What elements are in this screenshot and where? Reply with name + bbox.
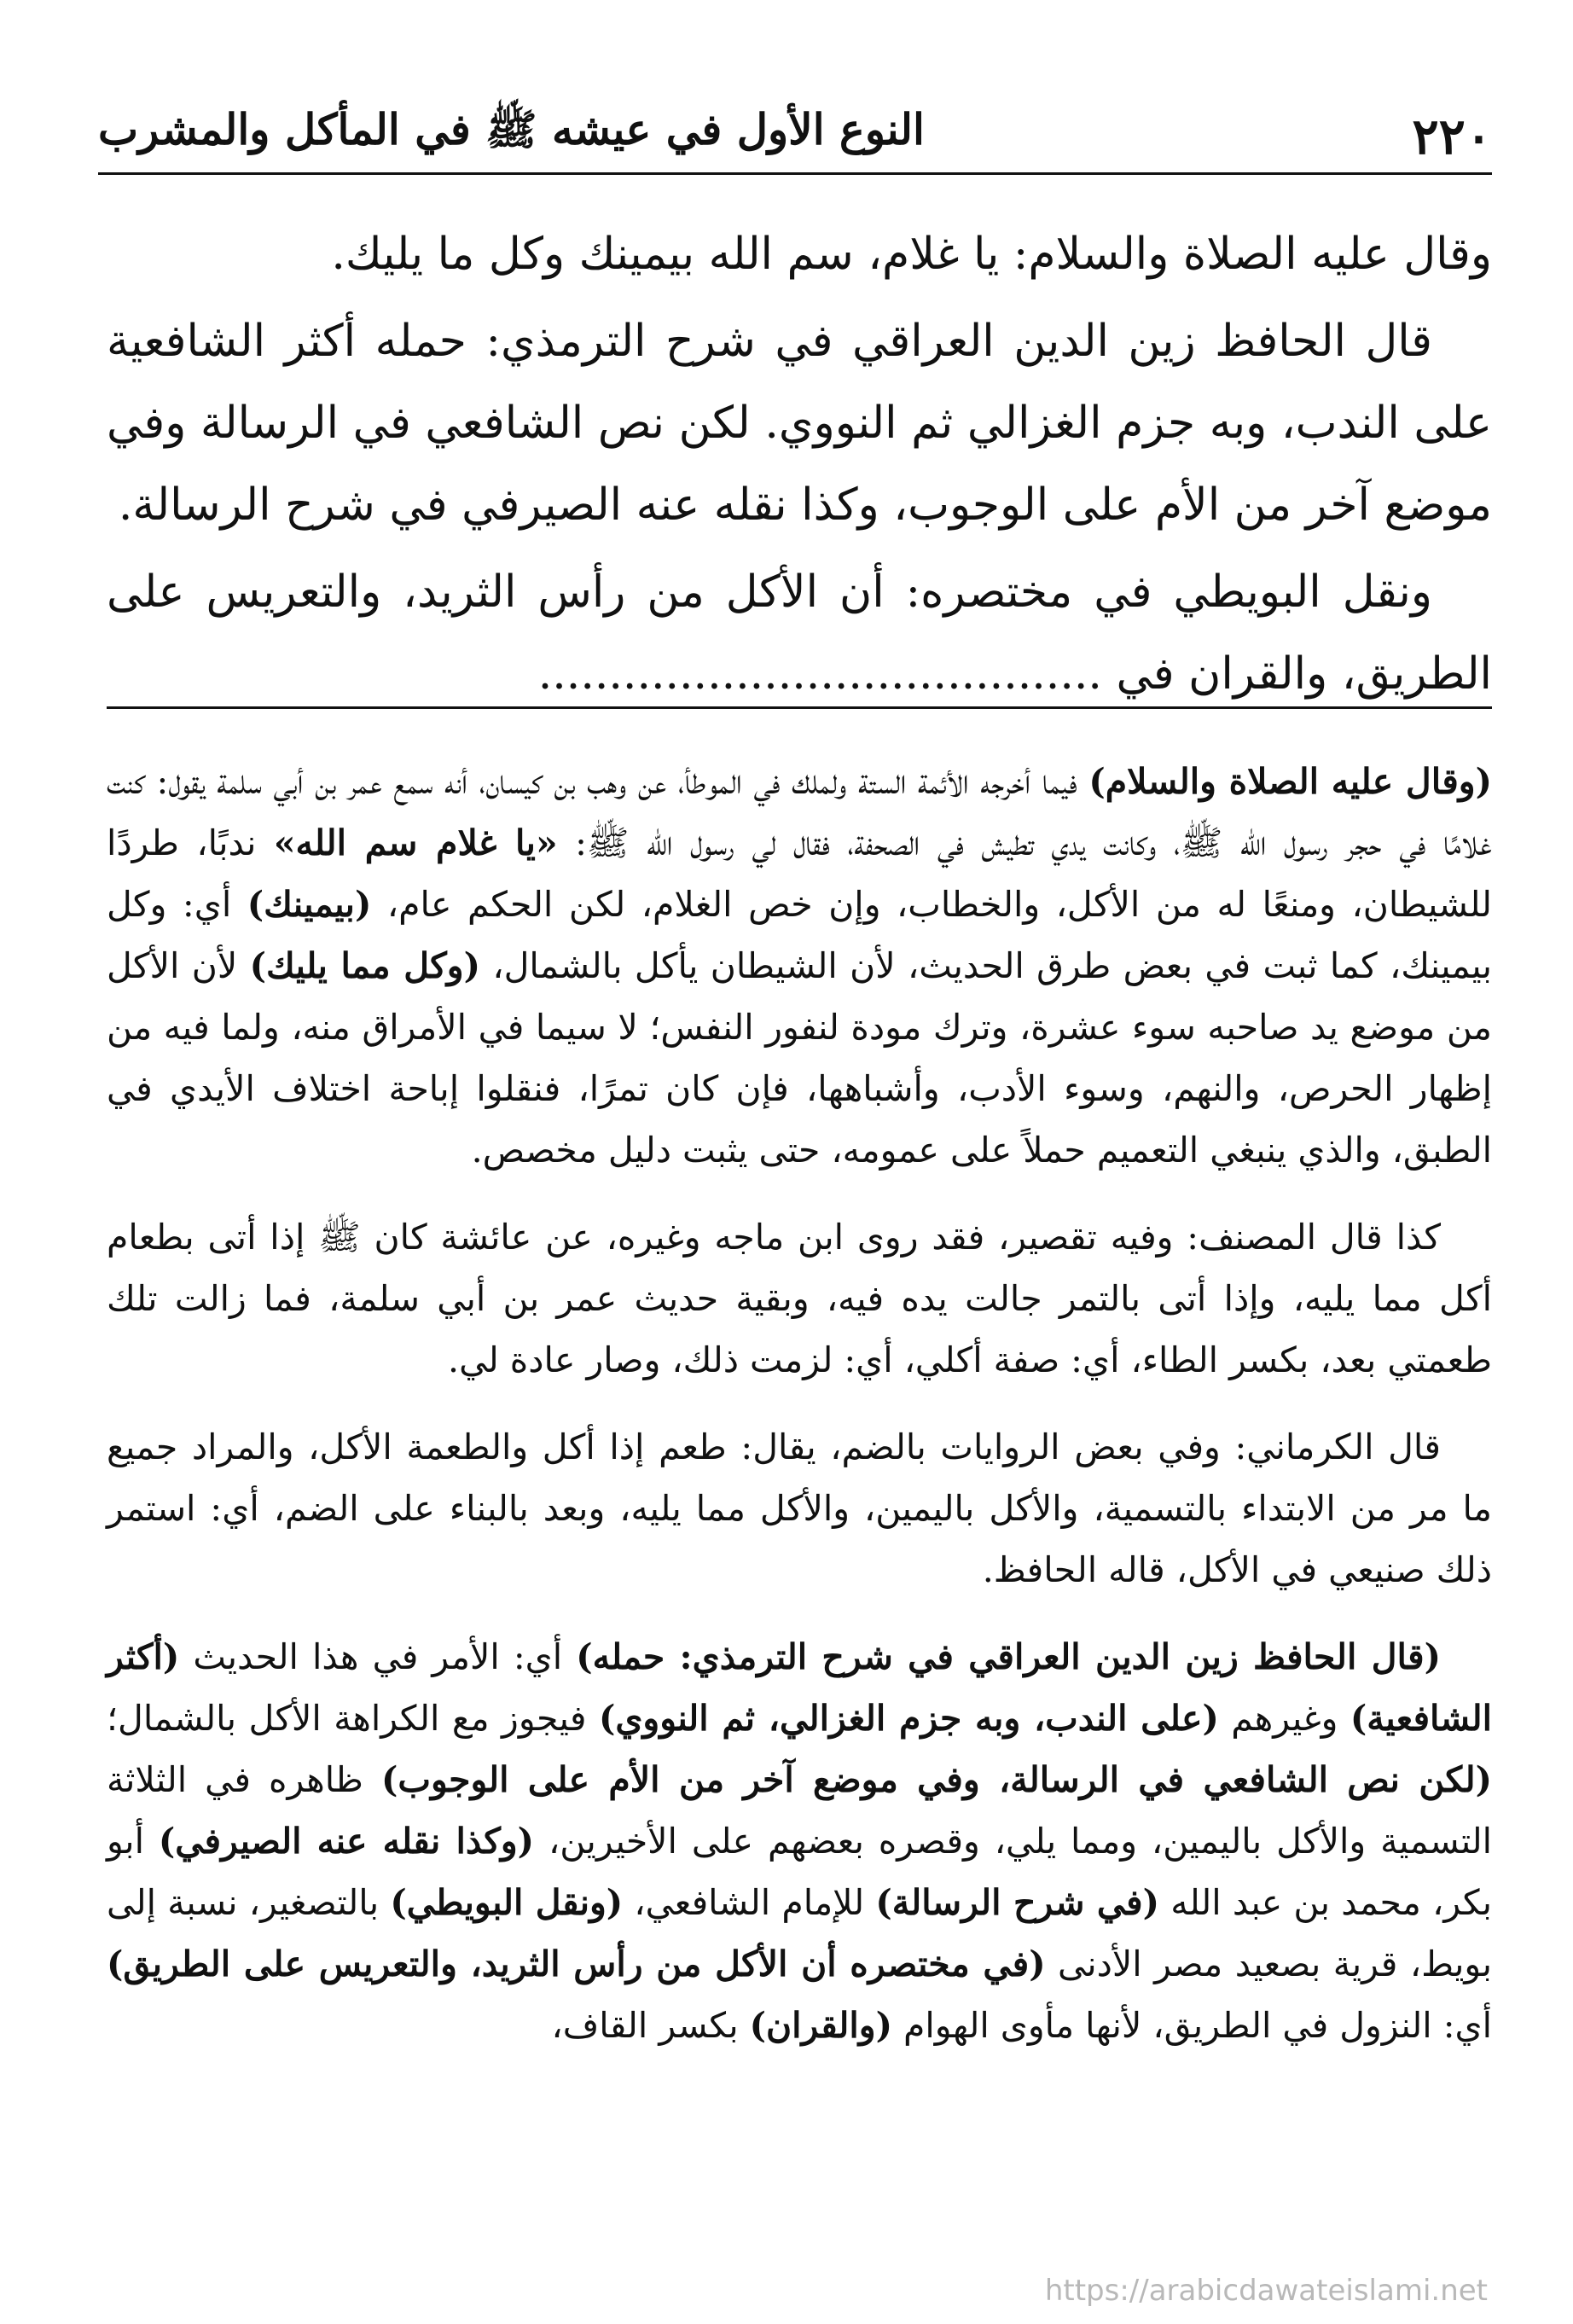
continuation-dots: ........................................ bbox=[537, 648, 1102, 700]
commentary-text: للإمام الشافعي، bbox=[623, 1882, 876, 1923]
commentary-text: فيجوز مع الكراهة الأكل بالشمال؛ bbox=[107, 1698, 599, 1739]
main-paragraph-2: قال الحافظ زين الدين العراقي في شرح الترمذي: حمله أكثر الشافعية على الندب، وبه جزم الغزالي ثم النووي. لكن نص الشافعي في الرسالة وفي موضع آخر من الأم على الوجوب، وكذا نقله عنه الصيرفي في شرح الرسالة. bbox=[107, 316, 1492, 531]
watermark: https://arabicdawateislami.net bbox=[1044, 2274, 1488, 2308]
page-number: ٢٢٠ bbox=[1412, 107, 1492, 166]
commentary-text: ندبًا، طردًا للشيطان، ومنعًا له من الأكل، والخطاب، وإن خص الغلام، لكن الحكم عام، bbox=[107, 822, 1493, 925]
quoted-phrase: (لكن نص الشافعي في الرسالة، وفي موضع آخر من الأم على الوجوب) bbox=[380, 1759, 1492, 1800]
running-title: النوع الأول في عيشه ﷺ في المأكل والمشرب bbox=[98, 104, 925, 154]
commentary-text: قال الكرماني: وفي بعض الروايات بالضم، يقال: طعم إذا أكل والطعمة الأكل، والمراد جميع ما مر من الابتداء بالتسمية، والأكل باليمين، والأكل مما يليه، وبعد بالبناء على الضم، أي: استمر ذلك صنيعي في الأكل، قاله الحافظ. bbox=[107, 1426, 1492, 1590]
commentary-text: أي: النزول في الطريق، لأنها مأوى الهوام bbox=[891, 2005, 1492, 2046]
commentary-text: بكسر القاف، bbox=[551, 2005, 750, 2046]
quoted-phrase: (والقران) bbox=[749, 2005, 892, 2046]
commentary-paragraph-2 bbox=[107, 1206, 1492, 1391]
quoted-phrase: (وكل مما يليك) bbox=[249, 945, 480, 986]
commentary-text: فيما أخرجه الأئمة الستة ولملك في الموطأ، عن وهب بن كيسان، أنه سمع عمر بن أبي سلمة يقول: كنت غلامًا في حجر رسول الله ﷺ، وكانت يدي تطيش في الصحفة، فقال لي رسول الله ﷺ: bbox=[107, 761, 1492, 863]
commentary-text: ظاهره في الثلاثة التسمية والأكل باليمين، ومما يلي، وقصره بعضهم على الأخيرين، bbox=[107, 1759, 1493, 1862]
quoted-phrase: «يا غلام سم الله» bbox=[273, 822, 558, 863]
commentary-text: أي: الأمر في هذا الحديث bbox=[179, 1636, 577, 1677]
footnote-separator bbox=[107, 706, 1492, 709]
quoted-phrase: (على الندب، وبه جزم الغزالي، ثم النووي) bbox=[598, 1698, 1219, 1739]
commentary-text: كذا قال المصنف: وفيه تقصير، فقد روى ابن ماجه وغيره، عن عائشة كان ﷺ إذا أتى بطعام أكل مما يليه، وإذا أتى بالتمر جالت يده فيه، وبقية حديث عمر بن أبي سلمة، فما زالت تلك طعمتي بعد، بكسر الطاء، أي: صفة أكلي، أي: لزمت ذلك، وصار عادة لي. bbox=[107, 1217, 1492, 1380]
quoted-phrase: (وكذا نقله عنه الصيرفي) bbox=[158, 1821, 535, 1862]
quoted-phrase: (في مختصره أن الأكل من رأس الثريد، والتعريس على الطريق) bbox=[107, 1943, 1046, 1984]
commentary-text: أي: وكل بيمينك، كما ثبت في بعض طرق الحديث، لأن الشيطان يأكل بالشمال، bbox=[107, 884, 1492, 986]
quoted-phrase: (وقال عليه الصلاة والسلام) bbox=[1088, 761, 1493, 802]
quoted-phrase: (في شرح الرسالة) bbox=[875, 1882, 1160, 1923]
commentary-text: لأن الأكل من موضع يد صاحبه سوء عشرة، وترك مودة لنفور النفس؛ لا سيما في الأمراق منه، ولما فيه من إظهار الحرص، والنهم، وسوء الأدب، وأشباهها، فإن كان تمرًا، فنقلوا إباحة اختلاف الأيدي في الطبق، والذي ينبغي التعميم حملاً على عمومه، حتى يثبت دليل مخصص. bbox=[107, 945, 1492, 1171]
main-paragraph-3-text: ونقل البويطي في مختصره: أن الأكل من رأس الثريد، والتعريس على الطريق، والقران في bbox=[107, 566, 1492, 700]
commentary bbox=[107, 751, 1492, 2082]
quoted-phrase: (ونقل البويطي) bbox=[390, 1882, 624, 1923]
commentary-paragraph-4 bbox=[107, 1626, 1492, 2056]
main-paragraph-1: وقال عليه الصلاة والسلام: يا غلام، سم الله بيمينك وكل ما يليك. bbox=[331, 229, 1492, 280]
quoted-phrase: (بيمينك) bbox=[247, 884, 372, 925]
page-header bbox=[98, 81, 1492, 175]
commentary-paragraph-1 bbox=[107, 751, 1492, 1181]
commentary-text: بالتصغير، نسبة إلى بويط، قرية بصعيد مصر الأدنى bbox=[107, 1882, 1492, 1984]
quoted-phrase: (قال الحافظ زين الدين العراقي في شرح الترمذي: حمله) bbox=[576, 1636, 1441, 1677]
main-text bbox=[107, 213, 1492, 720]
commentary-text: وغيرهم bbox=[1218, 1698, 1350, 1739]
quoted-phrase: (أكثر الشافعية) bbox=[107, 1636, 1492, 1739]
commentary-text: أبو بكر، محمد بن عبد الله bbox=[107, 1821, 1492, 1923]
commentary-paragraph-3 bbox=[107, 1416, 1492, 1601]
main-paragraph-3 bbox=[107, 551, 1492, 715]
